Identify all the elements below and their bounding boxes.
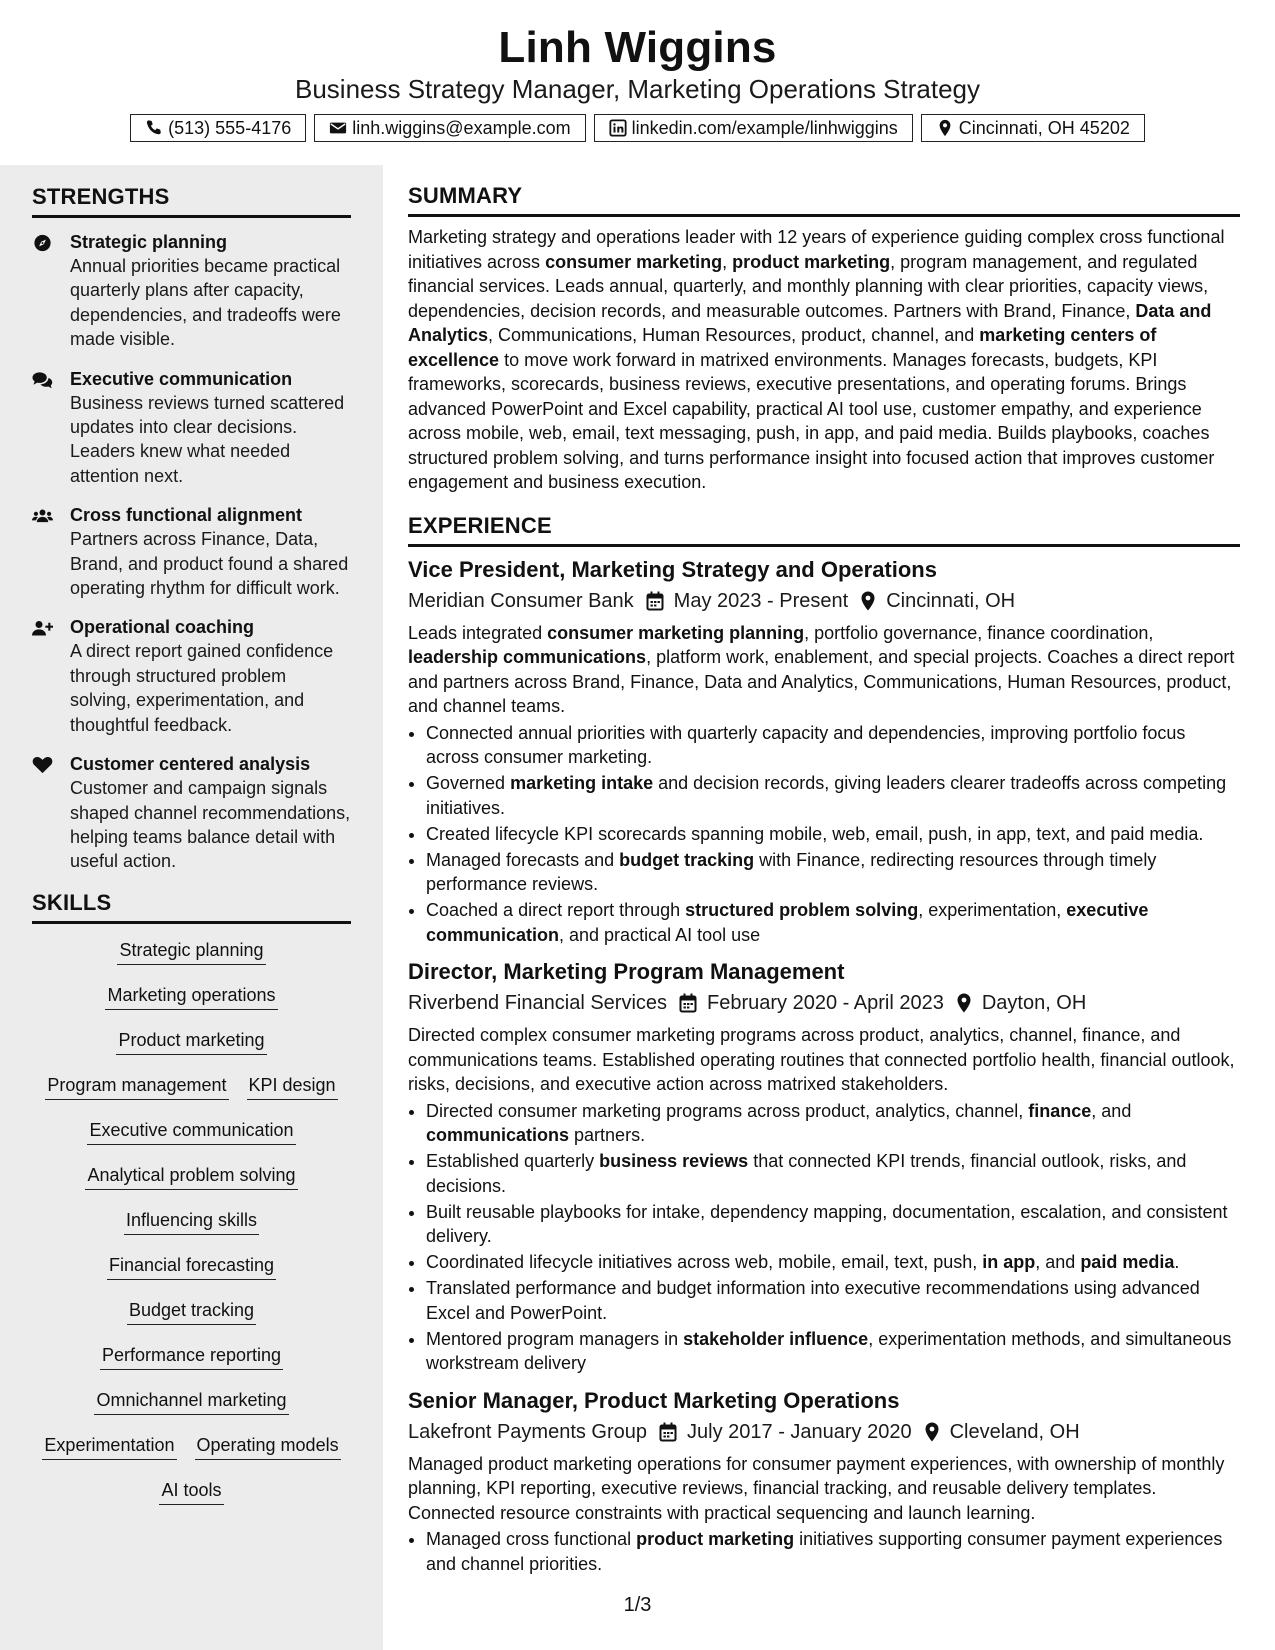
- job-title: Vice President, Marketing Strategy and Operations: [408, 556, 937, 582]
- text-run: , and: [1091, 1100, 1132, 1121]
- skill-tag: Strategic planning: [117, 938, 265, 965]
- skill-tag: Executive communication: [87, 1118, 295, 1145]
- strength-description: Partners across Finance, Data, Brand, and product found a shared operating rhythm for difficult work.: [70, 529, 349, 599]
- text-run: Managed forecasts and: [426, 849, 620, 870]
- strength-title: Cross functional alignment: [70, 505, 303, 526]
- text-run: , platform work, enablement, and special projects. Coaches a direct report and partners across Brand, Finance, Data and Analytics, Communications, Human Resources, product, and channel teams.: [408, 647, 1235, 716]
- text-run: , portfolio governance, finance coordination,: [804, 622, 1154, 643]
- job-bullet: [426, 771, 1240, 820]
- bold-keyword: product marketing: [732, 251, 891, 272]
- skill-tag: Omnichannel marketing: [94, 1388, 288, 1415]
- sidebar: [0, 165, 383, 1650]
- candidate-headline: Business Strategy Manager, Marketing Operations Strategy: [294, 74, 980, 104]
- job-description: [408, 1023, 1240, 1097]
- experience-list: [408, 555, 1240, 1577]
- skill-tag: KPI design: [247, 1073, 338, 1100]
- job-bullet: [426, 1327, 1240, 1376]
- location-pin-icon: [944, 993, 982, 1013]
- bold-keyword: budget tracking: [619, 849, 755, 870]
- skill-row: [32, 1028, 351, 1073]
- bold-keyword: business reviews: [599, 1151, 749, 1171]
- job-bullet: [426, 721, 1240, 770]
- text-run: , experimentation methods, and simultaneous workstream delivery: [426, 1328, 1232, 1373]
- calendar-icon: [667, 993, 707, 1013]
- calendar-icon: [634, 591, 674, 611]
- job-bullet: [426, 1099, 1240, 1148]
- strength-description: A direct report gained confidence through structured problem solving, experimentation, and thoughtful feedback.: [70, 641, 334, 735]
- text-run: Created lifecycle KPI scorecards spanning mobile, web, email, push, in app, text, and paid media.: [426, 823, 1204, 844]
- contact-phone-text: (513) 555-4176: [168, 118, 292, 138]
- text-run: Established quarterly: [426, 1151, 600, 1171]
- job-bullet: [426, 848, 1240, 897]
- job-location: Dayton, OH: [981, 992, 1087, 1014]
- compass-icon: [32, 230, 70, 352]
- text-run: that connected KPI trends, financial outlook, risks, and decisions.: [426, 1151, 1187, 1196]
- skill-row: [32, 1388, 351, 1433]
- job-entry: [408, 957, 1240, 1376]
- strength-title: Executive communication: [70, 368, 293, 389]
- job-bullet: [426, 822, 1240, 847]
- skill-tag: Financial forecasting: [107, 1253, 276, 1280]
- contact-email-text: linh.wiggins@example.com: [352, 118, 571, 138]
- skill-tag: Product marketing: [116, 1028, 266, 1055]
- job-description: [408, 1452, 1240, 1526]
- text-run: .: [1174, 1252, 1180, 1272]
- bold-keyword: marketing centers of excellence: [408, 325, 1157, 370]
- contact-email[interactable]: [314, 114, 585, 142]
- job-bullets: [408, 1527, 1240, 1576]
- skill-tag: Program management: [45, 1073, 228, 1100]
- text-run: Built reusable playbooks for intake, dependency mapping, documentation, escalation, and consistent delivery.: [426, 1201, 1228, 1246]
- skill-row: [32, 1253, 351, 1298]
- text-run: Governed: [426, 773, 511, 793]
- bold-keyword: executive communication: [426, 900, 1149, 945]
- job-company: Lakefront Payments Group: [408, 1420, 648, 1443]
- contact-bar: [0, 114, 1275, 142]
- text-run: Coordinated lifecycle initiatives across web, mobile, email, text, push,: [426, 1252, 983, 1272]
- job-bullet: [426, 1527, 1240, 1576]
- strength-item: [32, 615, 351, 737]
- bold-keyword: structured problem solving: [685, 900, 919, 920]
- text-run: Translated performance and budget information into executive recommendations using advanced Excel and PowerPoint.: [426, 1278, 1200, 1323]
- text-run: Mentored program managers in: [426, 1328, 684, 1349]
- text-run: Connected annual priorities with quarterly capacity and dependencies, improving portfolio focus across consumer marketing.: [426, 722, 1186, 767]
- text-run: Directed consumer marketing programs across product, analytics, channel,: [426, 1100, 1029, 1121]
- skill-row: [32, 1298, 351, 1343]
- text-run: Managed product marketing operations for consumer payment experiences, with ownership of monthly planning, KPI reporting, executive reviews, financial tracking, and reusable delivery templates. Connected resource constraints with practical sequencing and launch learning.: [408, 1453, 1225, 1523]
- text-run: ,: [722, 251, 733, 272]
- skill-tag: Analytical problem solving: [85, 1163, 297, 1190]
- job-title: Director, Marketing Program Management: [408, 959, 845, 984]
- text-run: Leads integrated: [408, 622, 548, 643]
- skill-tag: Marketing operations: [105, 983, 277, 1010]
- summary-heading: SUMMARY: [408, 182, 1240, 217]
- job-title: Senior Manager, Product Marketing Operations: [408, 1387, 900, 1413]
- location-pin-icon: [936, 119, 954, 137]
- job-bullet: [426, 1149, 1240, 1198]
- skill-row: [32, 938, 351, 983]
- strength-item: [32, 367, 351, 489]
- job-bullet: [426, 898, 1240, 947]
- heart-icon: [32, 752, 70, 874]
- job-bullet: [426, 1276, 1240, 1325]
- skill-row: [32, 1118, 351, 1163]
- page-indicator: 1/3: [623, 1594, 652, 1616]
- bold-keyword: finance: [1028, 1100, 1092, 1121]
- linkedin-icon: [609, 119, 627, 137]
- skills-heading: SKILLS: [32, 889, 351, 924]
- text-run: and decision records, giving leaders clearer tradeoffs across competing initiatives.: [426, 773, 1227, 818]
- skill-row: [32, 1433, 351, 1478]
- bold-keyword: Data and Analytics: [408, 300, 1212, 345]
- chat-bubbles-icon: [32, 367, 70, 489]
- text-run: initiatives supporting consumer payment experiences and channel priorities.: [426, 1529, 1223, 1574]
- job-bullets: [408, 1099, 1240, 1376]
- skill-row: [32, 1073, 351, 1118]
- job-meta: [408, 988, 1240, 1018]
- summary-text: [408, 225, 1240, 495]
- calendar-icon: [647, 1422, 687, 1442]
- skill-tag: Experimentation: [42, 1433, 176, 1460]
- text-run: , Communications, Human Resources, product, channel, and: [488, 325, 980, 345]
- strength-item: [32, 752, 351, 874]
- skill-row: [32, 1163, 351, 1208]
- job-entry: [408, 555, 1240, 948]
- bold-keyword: consumer marketing planning: [547, 622, 805, 643]
- contact-linkedin-text: linkedin.com/example/linhwiggins: [631, 118, 898, 138]
- contact-linkedin[interactable]: [594, 114, 913, 142]
- envelope-icon: [329, 119, 347, 137]
- text-run: , program management, and regulated financial services. Leads annual, quarterly, and monthly planning with clear priorities, capacity views, dependencies, decision records, and measurable outcomes. Partners with Brand, Finance,: [408, 251, 1209, 321]
- job-bullet: [426, 1250, 1240, 1275]
- user-plus-icon: [32, 615, 70, 737]
- job-location: Cincinnati, OH: [886, 589, 1016, 612]
- skill-row: [32, 983, 351, 1028]
- strength-description: Business reviews turned scattered updates into clear decisions. Leaders knew what needed attention next.: [70, 392, 345, 486]
- text-run: Coached a direct report through: [426, 900, 686, 920]
- job-dates: July 2017 - January 2020: [687, 1420, 912, 1443]
- skill-tag: Performance reporting: [100, 1343, 283, 1370]
- strengths-heading: STRENGTHS: [32, 183, 351, 218]
- job-company: Riverbend Financial Services: [408, 992, 668, 1014]
- job-bullet: [426, 1200, 1240, 1249]
- text-run: partners.: [569, 1125, 646, 1145]
- text-run: Managed cross functional: [426, 1529, 637, 1549]
- experience-heading: EXPERIENCE: [408, 512, 1240, 547]
- bold-keyword: paid media: [1080, 1252, 1175, 1272]
- job-dates: February 2020 - April 2023: [707, 992, 944, 1014]
- job-dates: May 2023 - Present: [673, 589, 849, 612]
- skill-row: [32, 1343, 351, 1388]
- job-description: [408, 621, 1240, 719]
- text-run: with Finance, redirecting resources through timely performance reviews.: [426, 849, 1157, 894]
- location-pin-icon: [912, 1422, 950, 1442]
- bold-keyword: product marketing: [636, 1529, 795, 1549]
- job-company: Meridian Consumer Bank: [408, 589, 634, 612]
- strength-description: Annual priorities became practical quarterly plans after capacity, dependencies, and tradeoffs were made visible.: [70, 256, 341, 350]
- job-bullets: [408, 721, 1240, 948]
- contact-location-text: Cincinnati, OH 45202: [958, 118, 1130, 138]
- job-meta: [408, 1417, 1240, 1447]
- strength-item: [32, 230, 351, 352]
- candidate-name: Linh Wiggins: [498, 23, 777, 72]
- strength-title: Operational coaching: [70, 617, 255, 638]
- skill-row: [32, 1208, 351, 1253]
- users-icon: [32, 503, 70, 600]
- job-entry: [408, 1386, 1240, 1577]
- skill-tag: Influencing skills: [124, 1208, 259, 1235]
- bold-keyword: marketing intake: [510, 773, 654, 793]
- skill-tag: Operating models: [195, 1433, 341, 1460]
- contact-phone[interactable]: [130, 114, 306, 142]
- resume-header: [0, 0, 1275, 145]
- text-run: , experimentation,: [918, 900, 1067, 920]
- bold-keyword: leadership communications: [408, 647, 647, 667]
- text-run: Directed complex consumer marketing programs across product, analytics, channel, finance, and communications teams. Established operating routines that connected portfolio health, financial outlook, risks, decisions, and executive action across matrixed stakeholders.: [408, 1025, 1235, 1094]
- strengths-list: [32, 230, 351, 874]
- skill-tag: AI tools: [159, 1478, 223, 1505]
- job-meta: [408, 586, 1240, 616]
- phone-icon: [145, 119, 163, 137]
- strength-title: Customer centered analysis: [70, 754, 311, 775]
- strength-item: [32, 503, 351, 600]
- bold-keyword: communications: [426, 1125, 570, 1145]
- bold-keyword: stakeholder influence: [683, 1328, 869, 1349]
- skill-row: [32, 1478, 351, 1523]
- main-content: [408, 182, 1240, 1578]
- text-run: to move work forward in matrixed environments. Manages forecasts, budgets, KPI frameworks, scorecards, business reviews, executive presentations, and operating forums. Brings advanced PowerPoint and Excel capability, practical AI tool use, customer empathy, and experience across mobile, web, email, text messaging, push, in app, and paid media. Builds playbooks, coaches structured problem solving, and turns performance insight into focused action that improves customer engagement and business execution.: [408, 349, 1215, 492]
- bold-keyword: consumer marketing: [545, 251, 723, 272]
- strength-title: Strategic planning: [70, 232, 228, 252]
- job-location: Cleveland, OH: [949, 1420, 1080, 1443]
- location-pin-icon: [848, 591, 886, 611]
- contact-location: [921, 114, 1145, 142]
- text-run: , and: [1035, 1252, 1081, 1272]
- skills-list: [32, 938, 351, 1523]
- skill-tag: Budget tracking: [127, 1298, 256, 1325]
- text-run: Marketing strategy and operations leader with 12 years of experience guiding complex cross functional initiatives across: [408, 227, 1225, 272]
- text-run: , and practical AI tool use: [559, 924, 761, 945]
- bold-keyword: in app: [982, 1252, 1036, 1272]
- strength-description: Customer and campaign signals shaped channel recommendations, helping teams balance detail with useful action.: [70, 778, 351, 872]
